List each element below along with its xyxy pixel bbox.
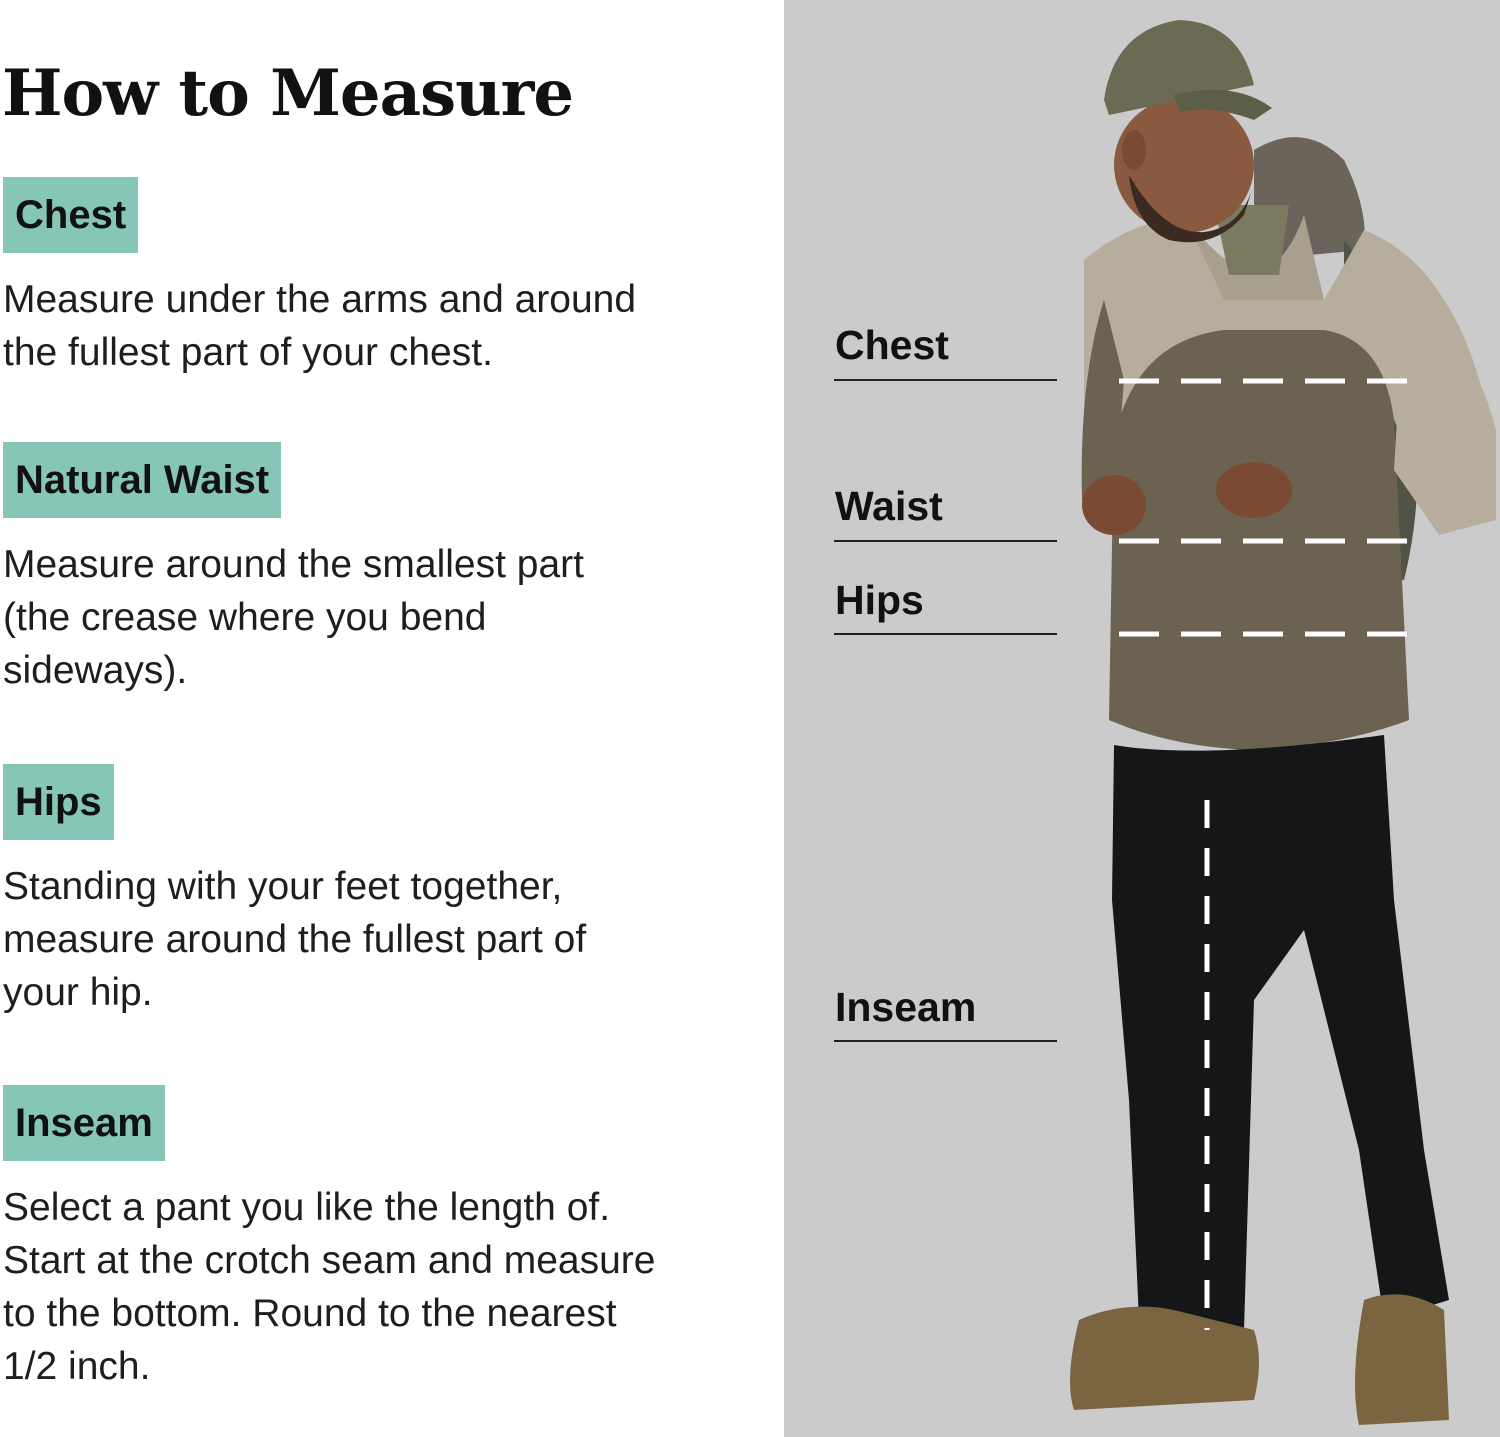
chest-underline (834, 379, 1057, 381)
section-chest (3, 177, 763, 379)
model-figure-illustration (784, 0, 1500, 1437)
model-photo-panel (784, 0, 1500, 1437)
inseam-label: Inseam (835, 984, 977, 1030)
natural-waist-badge: Natural Waist (3, 442, 281, 518)
inseam-description: Select a pant you like the length of. Start at the crotch seam and measure to the bottom. Round to the nearest 1/2 inch. (3, 1186, 656, 1388)
hips-description: Standing with your feet together, measure around the fullest part of your hip. (3, 865, 587, 1014)
hips-label: Hips (835, 577, 924, 623)
waist-underline (834, 540, 1057, 542)
section-hips (3, 764, 763, 1019)
page-title: How to Measure (2, 56, 574, 131)
inseam-underline (834, 1040, 1057, 1042)
section-inseam (3, 1085, 763, 1393)
hips-badge: Hips (3, 764, 114, 840)
chest-label: Chest (835, 322, 949, 368)
chest-description: Measure under the arms and around the fullest part of your chest. (3, 278, 637, 374)
inseam-badge: Inseam (3, 1085, 165, 1161)
natural-waist-description: Measure around the smallest part (the crease where you bend sideways). (3, 543, 584, 692)
section-natural-waist (3, 442, 763, 697)
waist-label: Waist (835, 483, 943, 529)
chest-badge: Chest (3, 177, 138, 253)
hips-underline (834, 633, 1057, 635)
